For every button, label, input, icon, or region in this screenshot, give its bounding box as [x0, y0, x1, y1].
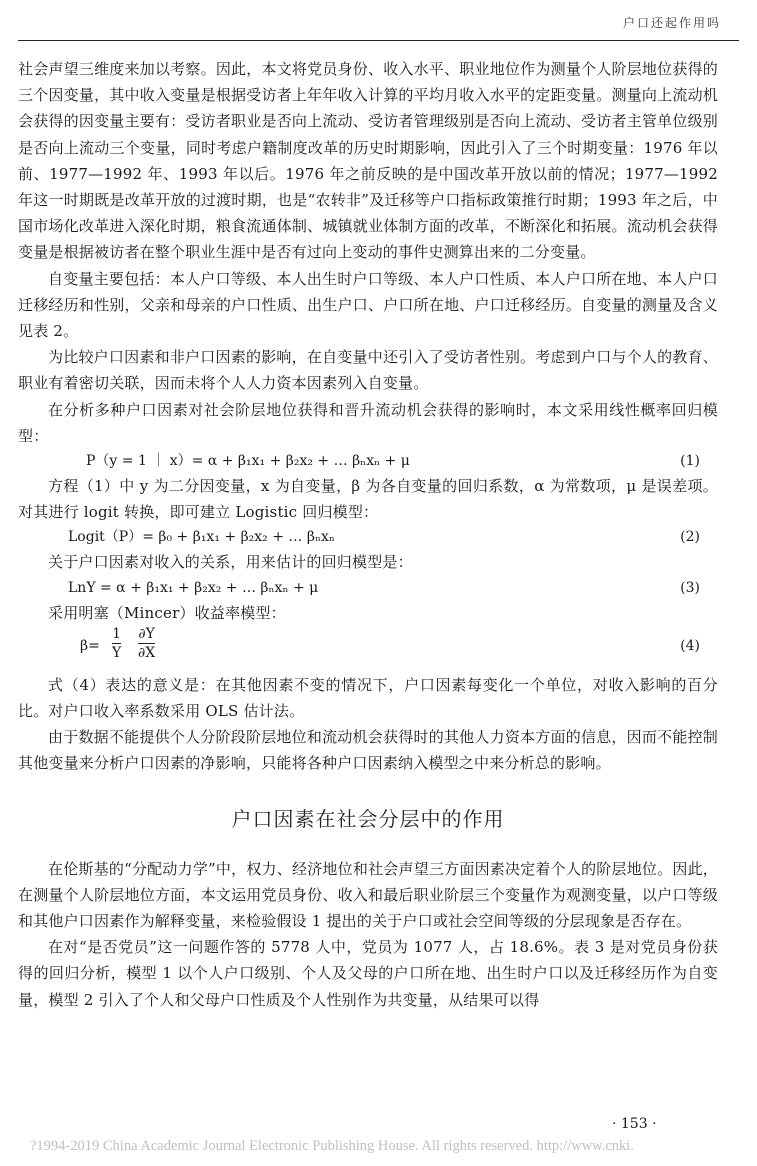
fraction-2-bar — [138, 643, 155, 644]
copyright-watermark: ?1994-2019 China Academic Journal Electronic Publishing House. All rights reserved. http://www.cnki. — [30, 1138, 634, 1154]
paragraph-1: 社会声望三维度来加以考察。因此，本文将党员身份、收入水平、职业地位作为测量个人阶层地位获得的三个因变量，其中收入变量是根据受访者上年年收入计算的平均月收入水平的定距变量。测量向上流动机会获得的因变量主要有：受访者职业是否向上流动、受访者管理级别是否向上流动、受访者主管单位级别是否向上流动三个变量，同时考虑户籍制度改革的历史时期影响，因此引入了三个时期变量：1976 年以前、1977—1992 年、1993 年以后。1976 年之前反映的是中国改革开放以前的情况；1977—1992 年这一时期既是改革开放的过渡时期，也是“农转非”及迁移等户口指标政策推行时期；1993 年之后，中国市场化改革进入深化时期，粮食流通体制、城镇就业体制方面的改革，不断深化和拓展。流动机会获得变量是根据被访者在整个职业生涯中是否有过向上变动的事件史测算出来的二分变量。 — [18, 60, 718, 262]
equation-2-number: (2) — [680, 529, 700, 546]
header-rule — [18, 40, 739, 41]
equation-4-fraction-1 — [112, 626, 121, 661]
paragraph-6: 关于户口因素对收入的关系，用来估计的回归模型是： — [48, 553, 413, 572]
section-title: 户口因素在社会分层中的作用 — [231, 806, 505, 831]
equation-1 — [18, 449, 718, 473]
paragraph-5: 方程（1）中 y 为二分因变量，x 为自变量，β 为各自变量的回归系数，α 为常数项，μ 是误差项。对其进行 logit 转换，即可建立 Logistic 回归模型： — [18, 477, 718, 522]
fraction-1-bar — [112, 643, 121, 644]
paragraph-3: 为比较户口因素和非户口因素的影响，在自变量中还引入了受访者性别。考虑到户口与个人的教育、职业有着密切关联，因而未将个人人力资本因素列入自变量。 — [18, 348, 718, 393]
equation-4 — [18, 626, 718, 672]
article-body — [18, 56, 718, 1013]
running-head: 户口还起作用吗 — [622, 16, 721, 30]
equation-4-number: (4) — [680, 637, 700, 654]
equation-2 — [18, 525, 718, 549]
fraction-1-denominator: Y — [112, 644, 122, 661]
paragraph-8: 式（4）表达的意义是：在其他因素不变的情况下，户口因素每变化一个单位，对收入影响的百分比。对户口收入率系数采用 OLS 估计法。 — [18, 675, 718, 721]
paragraph-11: 在对“是否党员”这一问题作答的 5778 人中，党员为 1077 人，占 18.6%。表 3 是对党员身份获得的回归分析，模型 1 以个人户口级别、个人及父母的户口所在地、出生时户口以及迁移经历作为自变量，模型 2 引入了个人和父母户口性质及个人性别作为共变量，从结果可以得 — [18, 938, 718, 1009]
fraction-2-numerator: ∂Y — [138, 625, 155, 642]
equation-3-number: (3) — [680, 579, 700, 596]
paragraph-2: 自变量主要包括：本人户口等级、本人出生时户口等级、本人户口性质、本人户口所在地、本人户口迁移经历和性别，父亲和母亲的户口性质、出生户口、户口所在地、户口迁移经历。自变量的测量及含义见表 2。 — [18, 269, 718, 341]
equation-3 — [18, 576, 718, 600]
page-number: · 153 · — [612, 1116, 657, 1132]
paragraph-9: 由于数据不能提供个人分阶段阶层地位和流动机会获得时的其他人力资本方面的信息，因而不能控制其他变量来分析户口因素的净影响，只能将各种户口因素纳入模型之中来分析总的影响。 — [18, 728, 718, 773]
equation-1-number: (1) — [680, 453, 700, 470]
paragraph-4: 在分析多种户口因素对社会阶层地位获得和晋升流动机会获得的影响时，本文采用线性概率回归模型： — [18, 400, 718, 445]
equation-3-expression: LnY = α + β₁x₁ + β₂x₂ + … βₙxₙ + μ — [68, 579, 319, 596]
fraction-2-denominator: ∂X — [138, 644, 156, 661]
fraction-1-numerator: 1 — [112, 625, 122, 642]
equation-2-expression: Logit（P）= β₀ + β₁x₁ + β₂x₂ + … βₙxₙ — [68, 529, 335, 546]
equation-4-lhs: β= — [80, 637, 100, 654]
paragraph-10: 在伦斯基的“分配动力学”中，权力、经济地位和社会声望三方面因素决定着个人的阶层地位。因此，在测量个人阶层地位方面，本文运用党员身份、收入和最后职业阶层三个变量作为观测变量，以户口等级和其他户口因素作为解释变量，来检验假设 1 提出的关于户口或社会空间等级的分层现象是否存在。 — [18, 859, 718, 931]
paragraph-7: 采用明塞（Mincer）收益率模型： — [48, 603, 286, 622]
equation-4-fraction-2 — [138, 626, 155, 661]
equation-1-expression: P（y = 1 ｜ x）= α + β₁x₁ + β₂x₂ + … βₙxₙ + μ — [86, 453, 410, 470]
